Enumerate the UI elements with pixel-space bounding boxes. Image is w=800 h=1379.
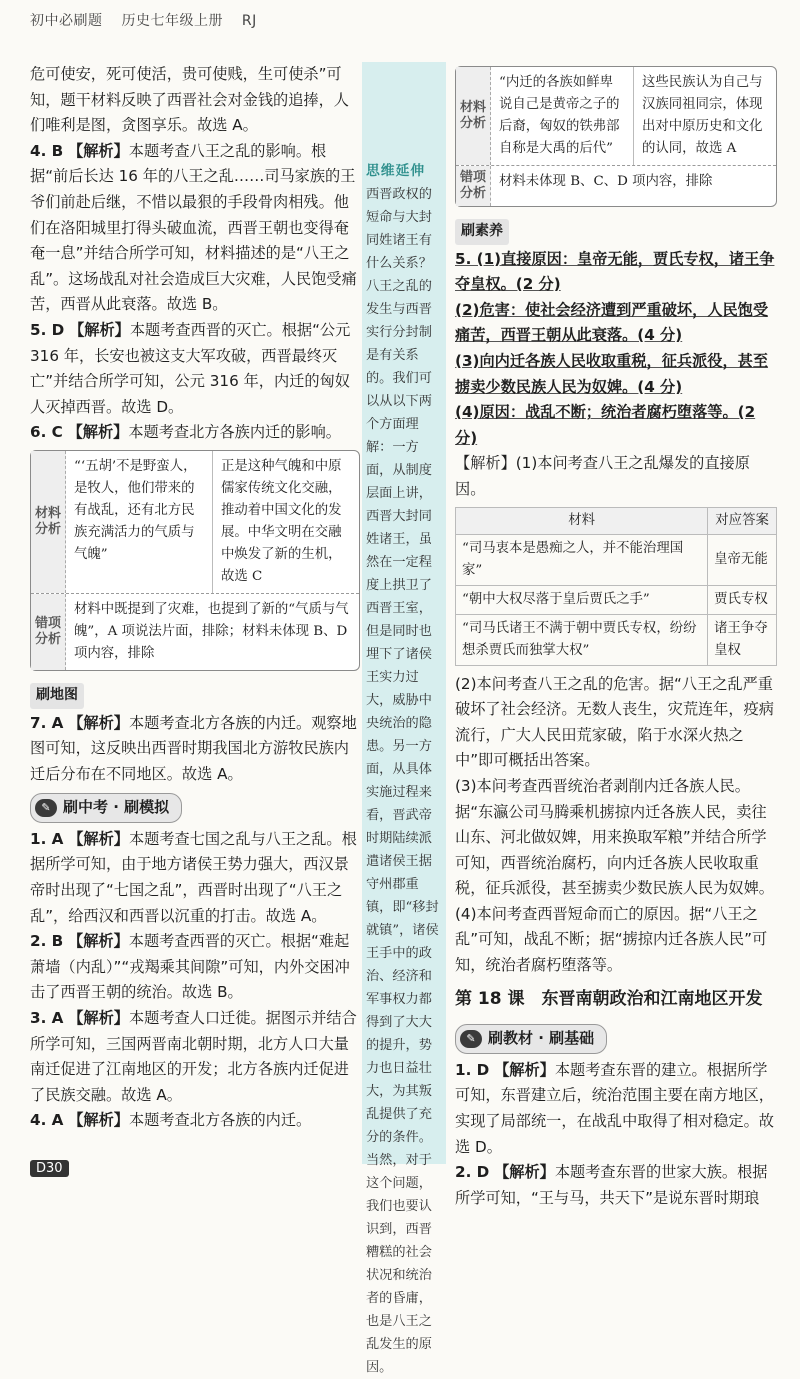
- exam-answer-2: 2. B 【解析】本题考查西晋的灭亡。根据“难起萧墙（内乱）”“戎羯乘其间隙”可知，内外交困冲击了西晋王朝的统治。故选 B。: [30, 932, 350, 1002]
- answer-7: 7. A 【解析】本题考查北方各族的内迁。观察地图可知，这反映出西晋时期我国北方游牧民族内迁后分布在不同地区。故选 A。: [30, 713, 357, 783]
- box-wrong-options: 材料未体现 B、C、D 项内容，排除: [499, 174, 713, 189]
- exam-answer-3: 3. A 【解析】本题考查人口迁徙。据图示并结合所学可知，三国两晋南北朝时期，北方人口大量南迁促进了江南地区的开发；北方各族内迁促进了民族交融。故选 A。: [30, 1009, 357, 1104]
- pencil-icon: ✎: [35, 799, 57, 817]
- book-name: 初中必刷题: [30, 13, 103, 29]
- analysis-part-2: (2)本问考查八王之乱的危害。据“八王之乱严重破坏了社会经济。无数人丧生，灾荒连年，疫病流行，广大人民田荒家破，陷于水深火热之中”即可概括出答案。: [455, 674, 774, 770]
- exam-answer-4: 4. A 【解析】本题考查北方各族的内迁。: [30, 1111, 312, 1130]
- table-header-material: 材料: [456, 507, 708, 534]
- lesson-title: 第 18 课 东晋南朝政治和江南地区开发: [455, 988, 763, 1009]
- left-column: [30, 62, 360, 1134]
- intro-text: 危可使安，死可使活，贵可使贱，生可使杀”可知，题干材料反映了西晋社会对金钱的追捧，人们唯利是图，贪图享乐。故选 A。: [30, 65, 349, 135]
- analysis-part-4: (4)本问考查西晋短命而亡的原因。据“八王之乱”可知，战乱不断；据“掳掠内迁各族人民”可知，统治者腐朽堕落等。: [455, 904, 768, 975]
- box-material: “内迁的各族如鲜卑说自己是黄帝之子的后裔，匈奴的铁弗部自称是大禹的后代”: [499, 75, 620, 156]
- section-map: 刷地图: [30, 683, 84, 709]
- exam-answer-1: 1. A 【解析】本题考查七国之乱与八王之乱。根据所学可知，由于地方诸侯王势力强大，西汉景帝时出现了“七国之乱”，西晋时出现了“八王之乱”，给西汉和西晋以沉重的打击。故选 A。: [30, 829, 357, 925]
- page-header: [30, 10, 271, 30]
- material-answer-table: [455, 507, 777, 666]
- answer-6: 6. C 【解析】本题考查北方各族内迁的影响。: [30, 423, 341, 442]
- edition: RJ: [241, 13, 257, 29]
- sidebar-text: 西晋政权的短命与大封同姓诸王有什么关系？八王之乱的发生与西晋实行分封制是有关系的。我们可以从以下两个方面理解：一方面，从制度层面上讲，西晋大封同姓诸王，虽然在一定程度上拱卫了西晋王室，但是同时也埋下了诸侯王实力过大，威胁中央统治的隐患。另一方面，从具体实施过程来看，晋武帝时期陆续派遣诸侯王据守州郡重镇，即“移封就镇”，诸侯王手中的政治、经济和军事权力都得到了大大的提升，势力也日益壮大，为其叛乱提供了充分的条件。当然，对于这个问题，我们也要认识到，西晋糟糕的社会状况和统治者的昏庸，也是八王之乱发生的原因。: [366, 187, 439, 1375]
- page-number: D30: [30, 1160, 69, 1177]
- answer-5-part-2: (2)危害：使社会经济遭到严重破坏，人民饱受痛苦，西晋王朝从此衰落。(4 分): [455, 300, 769, 345]
- box-label: 材料分析: [31, 451, 66, 593]
- subject-name: 历史七年级上册: [121, 13, 223, 29]
- box-wrong-options: 材料中既提到了灾难，也提到了新的“气质与气魄”，A 项说法片面，排除；材料未体现 B、D 项内容，排除: [74, 601, 349, 661]
- analysis-intro: 【解析】(1)本问考查八王之乱爆发的直接原因。: [455, 454, 750, 498]
- answer-4: 4. B 【解析】本题考查八王之乱的影响。根据“前后长达 16 年的八王之乱……司马家族的王爷们前赴后继，不惜以最狠的手段骨肉相残。他们在洛阳城里打得头破血流，西晋王朝也变得奄奄一息”并结合所学可知，材料描述的是“八王之乱”。这场战乱对社会造成巨大灾难，人民饱受痛苦，西晋从此衰落。故选 B。: [30, 141, 357, 314]
- sidebar-title: 思维延伸: [366, 163, 426, 179]
- pencil-icon: ✎: [460, 1030, 482, 1048]
- box-label: 错项分析: [456, 166, 491, 206]
- analysis-box-top: [455, 66, 777, 207]
- answer-5-part-1: 5. (1)直接原因：皇帝无能，贾氏专权，诸王争夺皇权。(2 分): [455, 249, 775, 294]
- answer-5-part-4: (4)原因：战乱不断；统治者腐朽堕落等。(2 分): [455, 403, 756, 447]
- section-literacy: 刷素养: [455, 219, 509, 245]
- section-textbook: ✎ 刷教材 · 刷基础: [455, 1024, 607, 1054]
- analysis-part-3: (3)本问考查西晋统治者剥削内迁各族人民。据“东瀛公司马腾乘机掳掠内迁各族人民，卖往山东、河北做奴婢，用来换取军粮”并结合所学可知，西晋统治腐朽，向内迁各族人民收取重税，征兵派役，甚至掳卖少数民族人民为奴婢。: [455, 776, 774, 898]
- lesson-answer-1: 1. D 【解析】本题考查东晋的建立。根据所学可知，东晋建立后，统治范围主要在南方地区，实现了局部统一，在战乱中取得了相对稳定。故选 D。: [455, 1060, 774, 1156]
- answer-5: 5. D 【解析】本题考查西晋的灭亡。根据“公元 316 年，长安也被这支大军攻破，西晋最终灭亡”并结合所学可知，公元 316 年，内迁的匈奴人灭掉西晋。故选 D。: [30, 320, 351, 416]
- analysis-box-6: [30, 450, 360, 671]
- lesson-answer-2: 2. D 【解析】本题考查东晋的世家大族。根据所学可知，“王与马，共天下”是说东晋时期琅: [455, 1163, 768, 1207]
- section-exam: ✎ 刷中考 · 刷模拟: [30, 793, 182, 823]
- box-label: 材料分析: [456, 67, 491, 165]
- box-conclusion: 这些民族认为自己与汉族同祖同宗，体现出对中原历史和文化的认同，故选 A: [633, 67, 776, 165]
- box-material: “‘五胡’不是野蛮人，是牧人，他们带来的有战乱，还有北方民族充满活力的气质与气魄”: [74, 458, 197, 562]
- box-label: 错项分析: [31, 594, 66, 670]
- right-column: [455, 62, 777, 1211]
- box-conclusion: 正是这种气魄和中原儒家传统文化交融，推动着中国文化的发展。中华文明在交融中焕发了新的生机，故选 C: [212, 451, 359, 593]
- table-row: “司马衷本是愚痴之人，并不能治理国家” 皇帝无能: [456, 534, 777, 585]
- thinking-extension-sidebar: [362, 62, 446, 1375]
- answer-5-part-3: (3)向内迁各族人民收取重税，征兵派役，甚至掳卖少数民族人民为奴婢。(4 分): [455, 351, 769, 396]
- table-header-answer: 对应答案: [708, 507, 777, 534]
- table-row: “朝中大权尽落于皇后贾氏之手” 贾氏专权: [456, 585, 777, 614]
- table-row: “司马氏诸王不满于朝中贾氏专权，纷纷想杀贾氏而独掌大权” 诸王争夺皇权: [456, 614, 777, 665]
